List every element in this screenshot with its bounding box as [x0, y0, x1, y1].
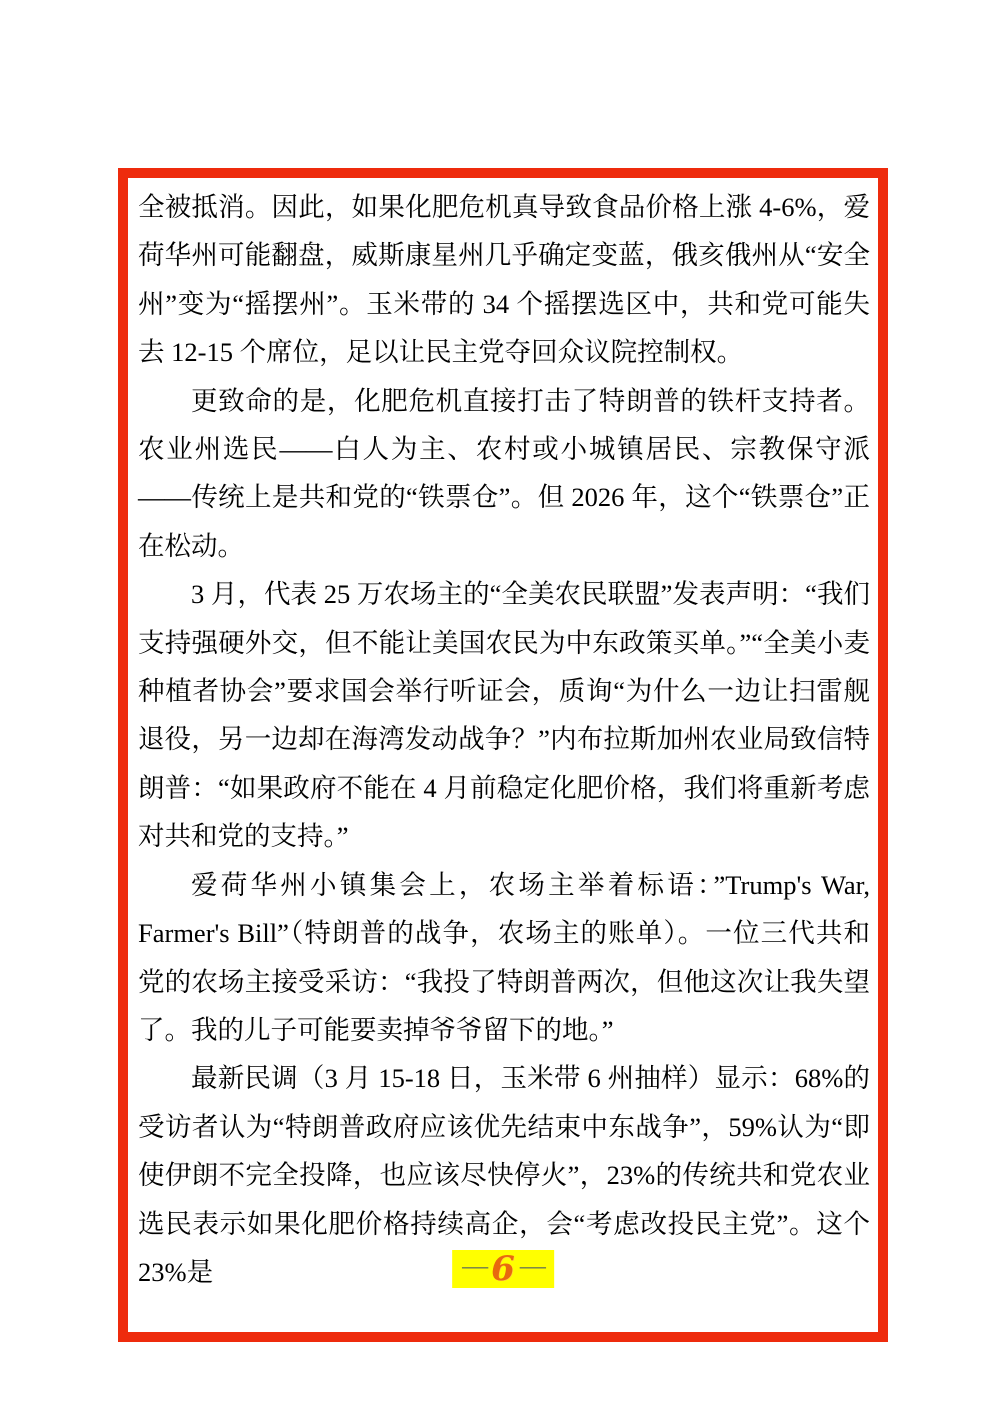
red-border-frame — [118, 168, 888, 1342]
paragraph: 更致命的是，化肥危机直接打击了特朗普的铁杆支持者。农业州选民——白人为主、农村或小城镇居民、宗教保守派——传统上是共和党的“铁票仓”。但 2026 年，这个“铁票仓”正在松动。 — [138, 385, 870, 561]
body-text — [128, 178, 878, 1296]
paragraph: 最新民调（3 月 15-18 日，玉米带 6 州抽样）显示：68%的受访者认为“特朗普政府应该优先结束中东战争”，59%认为“即使伊朗不完全投降，也应该尽快停火”，23%的传统共和党农业选民表示如果化肥价格持续高企，会“考虑改投民主党”。这个 23%是 — [138, 1063, 870, 1287]
paragraph: 爱荷华州小镇集会上，农场主举着标语：”Trump's War, Farmer's Bill”（特朗普的战争，农场主的账单）。一位三代共和党的农场主接受采访：“我投了特朗普两次，但他这次让我失望了。我的儿子可能要卖掉爷爷留下的地。” — [138, 869, 870, 1045]
page-number-footer — [452, 1250, 554, 1288]
page-number-dash-right: — — [519, 1251, 544, 1280]
paragraph: 全被抵消。因此，如果化肥危机真导致食品价格上涨 4-6%，爱荷华州可能翻盘，威斯康星州几乎确定变蓝，俄亥俄州从“安全州”变为“摇摆州”。玉米带的 34 个摇摆选区中，共和党可能失去 12-15 个席位，足以让民主党夺回众议院控制权。 — [138, 192, 870, 368]
page-number-dash-left: — — [462, 1251, 487, 1280]
paragraph: 3 月，代表 25 万农场主的“全美农民联盟”发表声明：“我们支持强硬外交，但不能让美国农民为中东政策买单。”“全美小麦种植者协会”要求国会举行听证会，质询“为什么一边让扫雷舰退役，另一边却在海湾发动战争？”内布拉斯加州农业局致信特朗普：“如果政府不能在 4 月前稳定化肥价格，我们将重新考虑对共和党的支持。” — [138, 579, 870, 852]
page-number: 6 — [491, 1249, 515, 1289]
